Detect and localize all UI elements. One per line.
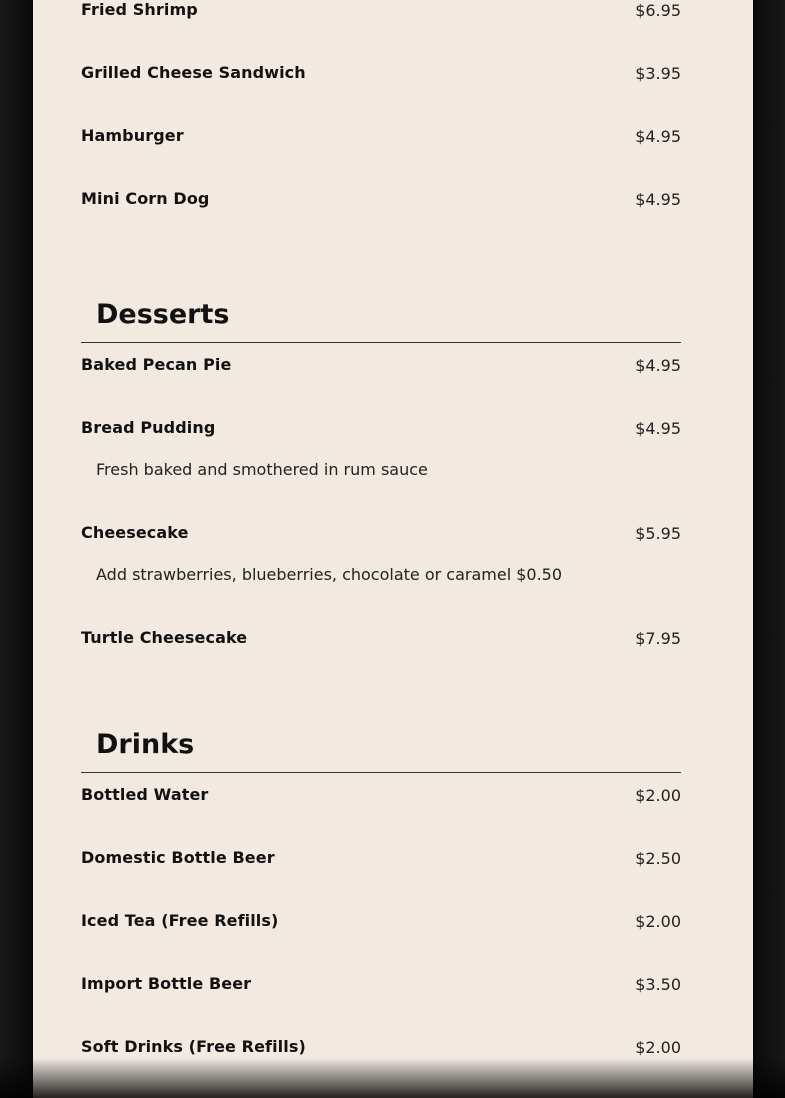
menu-item-price: $4.95 [635,356,681,375]
menu-content [81,0,681,1057]
menu-item-price: $2.00 [635,1038,681,1057]
menu-item-name: Turtle Cheesecake [81,628,248,647]
menu-item-name: Soft Drinks (Free Refills) [81,1037,306,1056]
menu-item-price: $3.95 [635,64,681,83]
menu-section-kids [81,0,681,240]
menu-section-desserts [81,287,681,679]
menu-item-price: $2.50 [635,849,681,868]
menu-section-drinks [81,717,681,1088]
menu-item [81,1025,681,1088]
menu-item-price: $3.50 [635,975,681,994]
menu-item [81,836,681,899]
menu-item-price: $2.00 [635,912,681,931]
menu-page[interactable] [33,0,753,1098]
menu-item-name: Cheesecake [81,523,189,542]
menu-item-price: $5.95 [635,524,681,543]
menu-item-name: Hamburger [81,126,184,145]
menu-item-price: $4.95 [635,419,681,438]
menu-item [81,773,681,836]
menu-item-price: $4.95 [635,127,681,146]
section-title: Desserts [96,299,230,330]
menu-item [81,899,681,962]
menu-item [81,0,681,51]
menu-item [81,343,681,406]
menu-item [81,962,681,1025]
menu-item [81,177,681,240]
menu-item-price: $4.95 [635,190,681,209]
menu-item-description: Fresh baked and smothered in rum sauce [96,460,428,479]
menu-item [81,511,681,616]
menu-item-name: Mini Corn Dog [81,189,210,208]
section-title: Drinks [96,729,195,760]
menu-item-price: $2.00 [635,786,681,805]
menu-item [81,616,681,679]
menu-item-price: $7.95 [635,629,681,648]
left-shadow [0,0,33,1098]
menu-item-description: Add strawberries, blueberries, chocolate or caramel $0.50 [96,565,563,584]
menu-item [81,406,681,511]
section-heading [81,287,681,343]
menu-item-name: Domestic Bottle Beer [81,848,275,867]
menu-item-name: Baked Pecan Pie [81,355,232,374]
menu-item-name: Fried Shrimp [81,0,198,19]
menu-item-name: Iced Tea (Free Refills) [81,911,279,930]
menu-item-name: Grilled Cheese Sandwich [81,63,306,82]
menu-item-name: Bottled Water [81,785,209,804]
menu-item-price: $6.95 [635,1,681,20]
menu-item [81,51,681,114]
section-heading [81,717,681,773]
menu-item-name: Import Bottle Beer [81,974,252,993]
right-shadow [753,0,785,1098]
menu-item [81,114,681,177]
menu-item-name: Bread Pudding [81,418,216,437]
